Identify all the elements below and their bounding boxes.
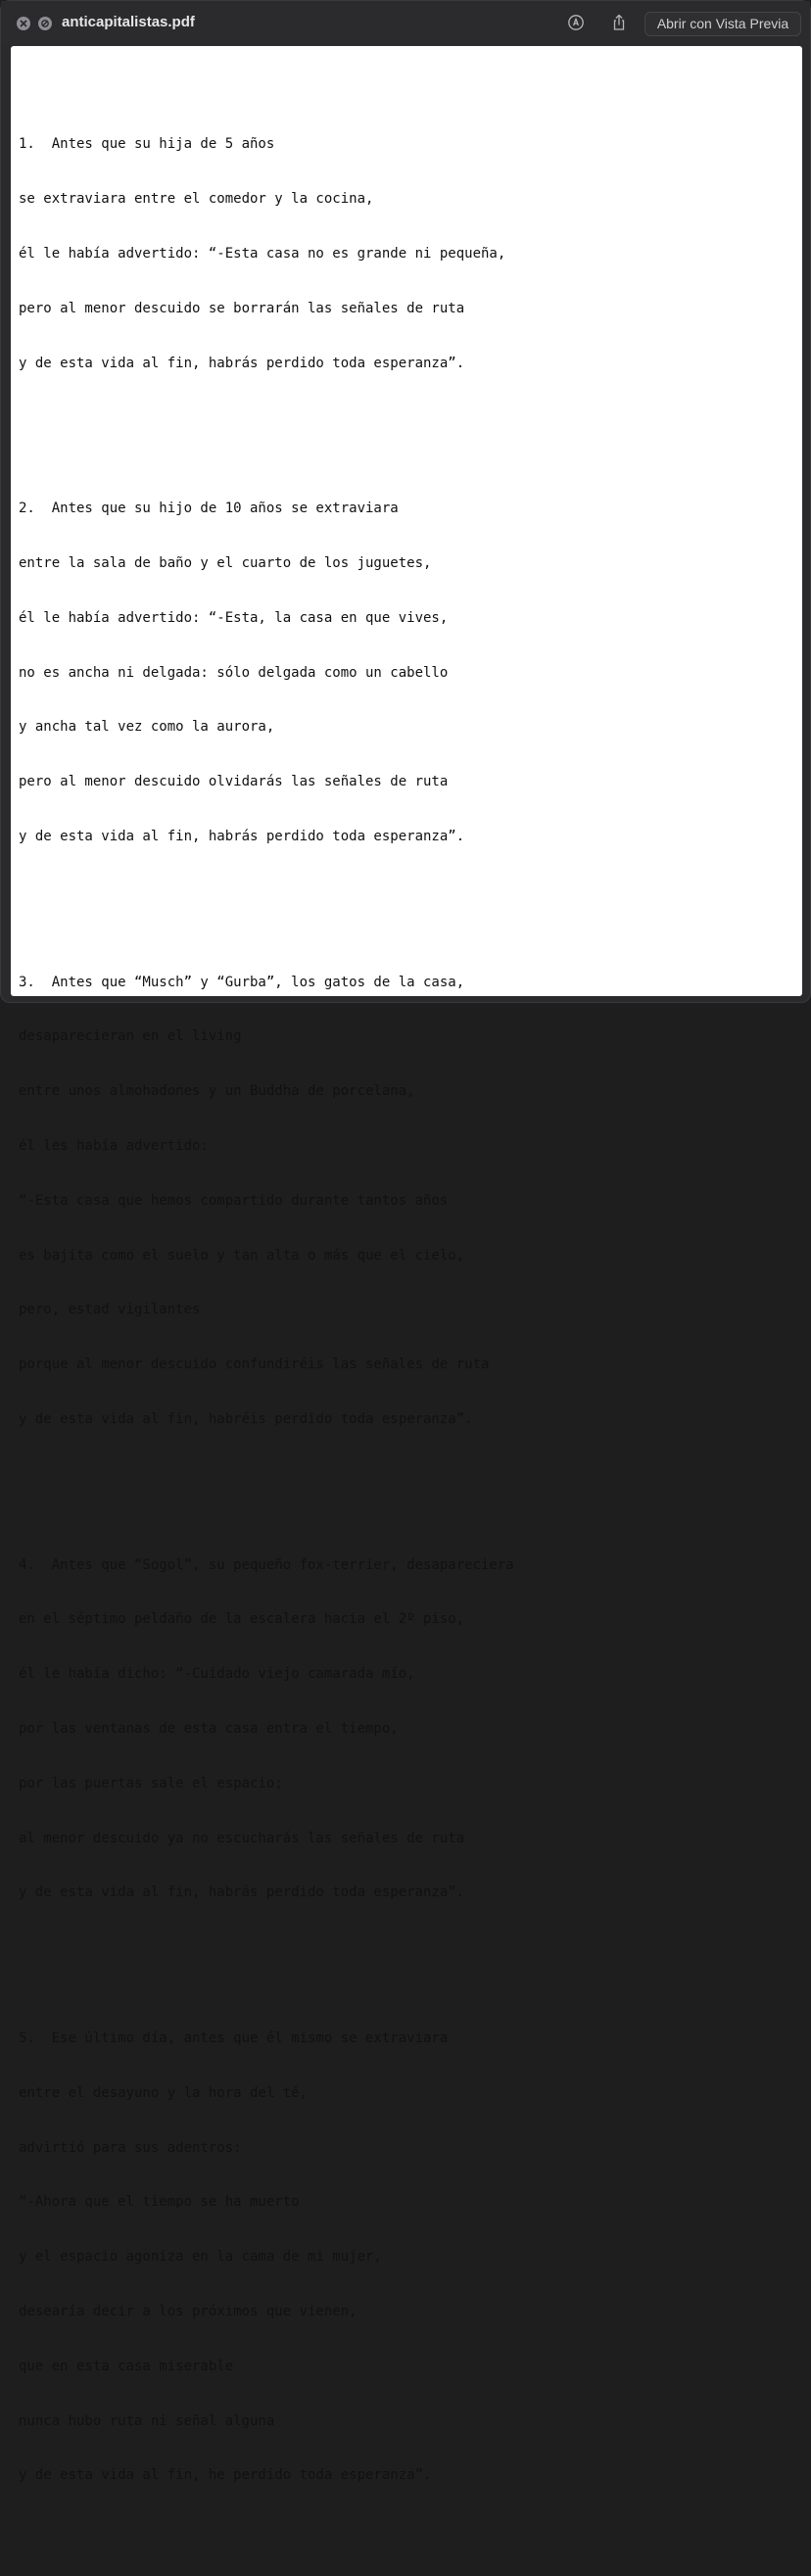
stanza — [19, 99, 514, 408]
text-line: él les había advertido: — [19, 1138, 209, 1155]
text-line: pero al menor descuido olvidarás las señales de ruta — [19, 774, 449, 790]
window-title: anticapitalistas.pdf — [62, 14, 195, 30]
text-line: entre el desayuno y la hora del té, — [19, 2084, 309, 2101]
text-line: y de esta vida al fin, habrás perdido toda esperanza”. — [19, 828, 465, 844]
text-line: pero, estad vigilantes — [19, 1302, 201, 1318]
text-line: no es ancha ni delgada: sólo delgada como un cabello — [19, 664, 449, 681]
text-line: 3. Antes que “Musch” y “Gurba”, los gatos de la casa, — [19, 974, 465, 990]
text-line: que en esta casa miserable — [19, 2358, 234, 2374]
hide-icon[interactable] — [38, 17, 52, 30]
text-line: y de esta vida al fin, habrás perdido toda esperanza”. — [19, 355, 465, 371]
text-line: es bajita como el suelo y tan alta o más que el cielo, — [19, 1247, 465, 1264]
text-line: advirtió para sus adentros: — [19, 2139, 242, 2156]
text-line: 2. Antes que su hijo de 10 años se extraviara — [19, 501, 399, 517]
text-line: en el séptimo peldaño de la escalera hacia el 2º piso, — [19, 1611, 465, 1628]
text-line: por las ventanas de esta casa entra el tiempo, — [19, 1721, 399, 1738]
share-icon[interactable] — [609, 13, 629, 32]
open-with-preview-button[interactable]: Abrir con Vista Previa — [644, 12, 801, 36]
text-line: y ancha tal vez como la aurora, — [19, 719, 275, 736]
close-icon[interactable] — [17, 17, 30, 30]
text-line: y de esta vida al fin, he perdido toda esperanza”. — [19, 2467, 432, 2484]
stanza — [19, 463, 514, 883]
document-page — [11, 46, 802, 2484]
text-line: “-Ahora que el tiempo se ha muerto — [19, 2194, 300, 2211]
text-line: él le había advertido: “-Esta, la casa en que vives, — [19, 609, 449, 626]
text-line: entre unos almohadones y un Buddha de porcelana, — [19, 1083, 415, 1100]
text-line: por las puertas sale el espacio; — [19, 1775, 283, 1791]
text-line: “-Esta casa que hemos compartido durante tantos años — [19, 1192, 449, 1209]
text-line: nunca hubo ruta ni señal alguna — [19, 2412, 275, 2429]
text-line: 5. Ese último día, antes que él mismo se extraviara — [19, 2030, 449, 2047]
text-line: él le había advertido: “-Esta casa no es grande ni pequeña, — [19, 245, 506, 262]
stanza — [19, 1993, 514, 2521]
text-line: y el espacio agoniza en la cama de mi mujer, — [19, 2249, 382, 2266]
stanza — [19, 1520, 514, 1939]
poem-text — [19, 63, 514, 2576]
text-line: al menor descuido ya no escucharás las señales de ruta — [19, 1830, 465, 1846]
text-line: 4. Antes que “Sogol”, su pequeño fox-terrier, desapareciera — [19, 1556, 514, 1573]
text-line: desaparecieran en el living — [19, 1028, 242, 1045]
markup-icon[interactable] — [566, 13, 586, 32]
title-bar — [1, 1, 810, 45]
text-line: y de esta vida al fin, habréis perdido toda esperanza”. — [19, 1410, 473, 1427]
text-line: pero al menor descuido se borrarán las señales de ruta — [19, 300, 465, 316]
text-line: entre la sala de baño y el cuarto de los juguetes, — [19, 555, 432, 572]
text-line: y de esta vida al fin, habrás perdido toda esperanza”. — [19, 1884, 465, 1901]
text-line: 1. Antes que su hija de 5 años — [19, 136, 275, 153]
text-line: desearía decir a los próximos que vienen, — [19, 2304, 358, 2320]
text-line: porque al menor descuido confundiréis las señales de ruta — [19, 1357, 490, 1373]
stanza — [19, 937, 514, 1465]
text-line: se extraviara entre el comedor y la cocina, — [19, 191, 374, 208]
text-line: él le había dicho: “-Cuidado viejo camarada mío, — [19, 1666, 415, 1683]
